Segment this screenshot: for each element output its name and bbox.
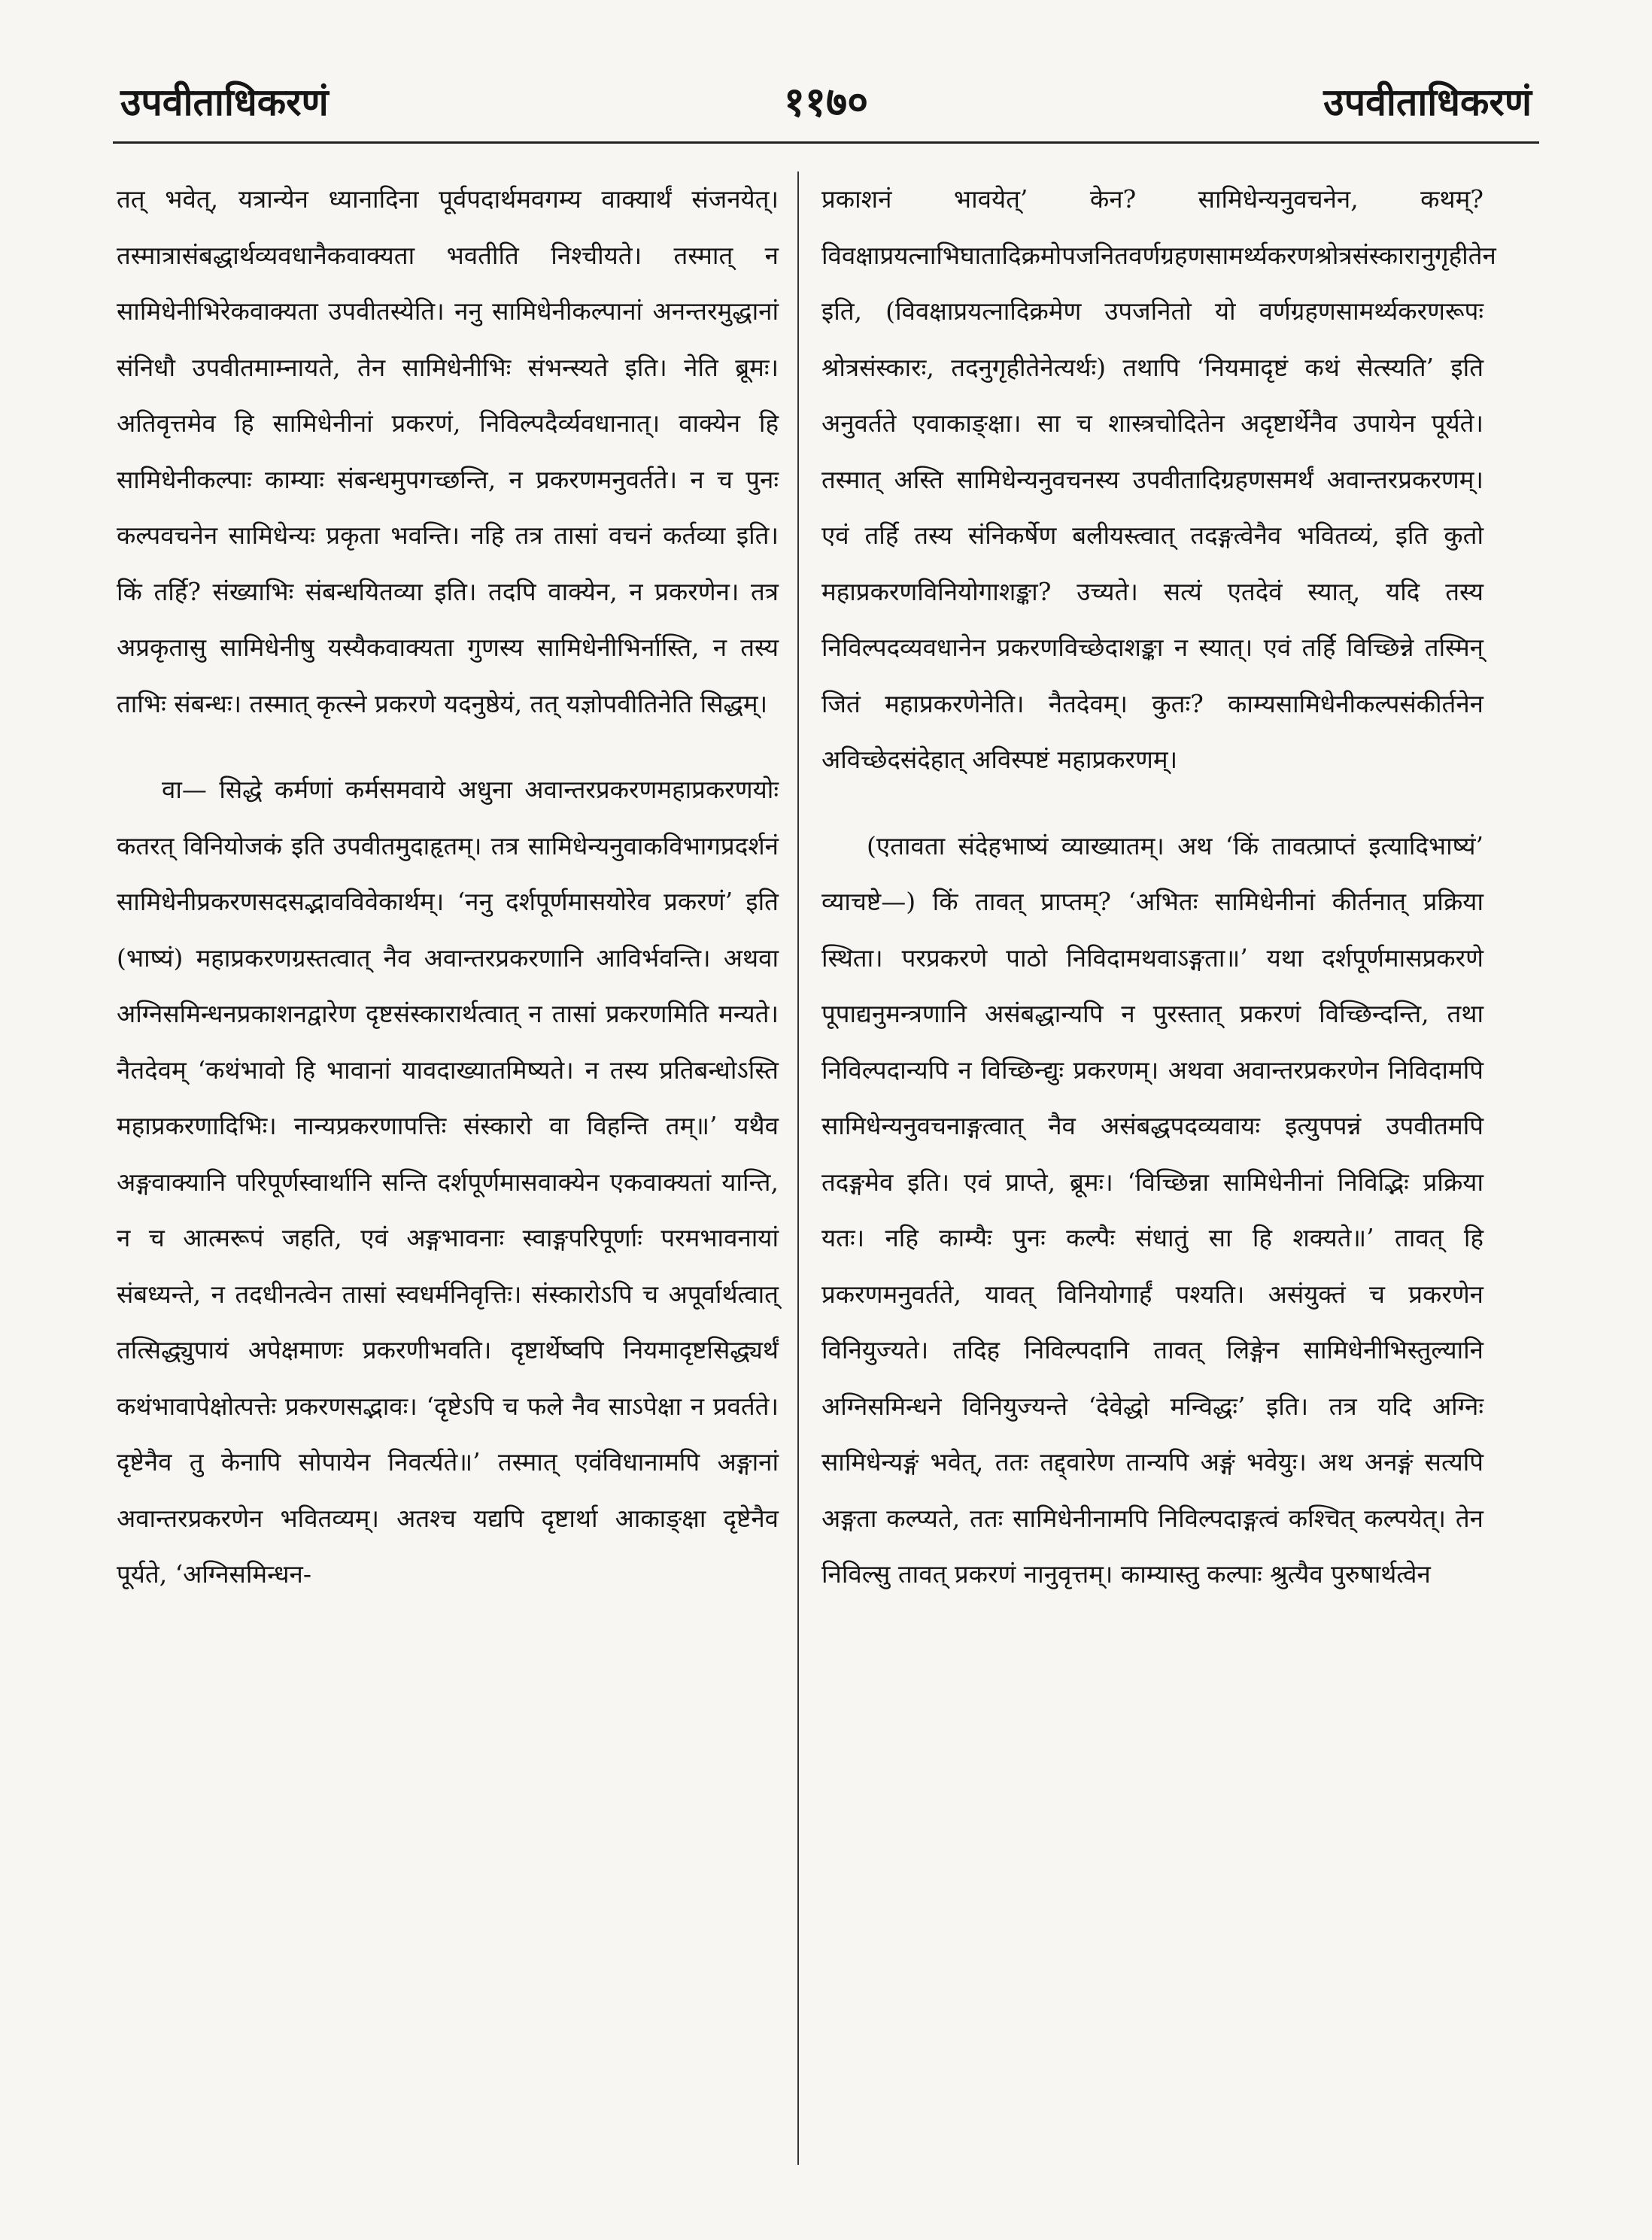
- running-title-right: उपवीताधिकरणं: [1323, 80, 1532, 124]
- right-paragraph-2: (एतावता संदेहभाष्यं व्याख्यातम्। अथ ‘किं तावत्प्राप्तं इत्यादिभाष्यं’ व्याचष्टे—) किं तावत् प्राप्तम्? ‘अभितः सामिधेनीनां कीर्तनात् प्रक्रिया स्थिता। परप्रकरणे पाठो निविदामथवाऽङ्गता॥’ यथा दर्शपूर्णमासप्रकरणे पूपाद्यनुमन्त्रणानि असंबद्धान्यपि न पुरस्तात् प्रकरणं विच्छिन्दन्ति, तथा निविल्पदान्यपि न विच्छिन्द्युः प्रकरणम्। अथवा अवान्तरप्रकरणेन निविदामपि सामिधेन्यनुवचनाङ्गत्वात् नैव असंबद्धपदव्यवायः इत्युपपन्नं उपवीतमपि तदङ्गमेव इति। एवं प्राप्ते, ब्रूमः। ‘विच्छिन्ना सामिधेनीनां निविद्भिः प्रक्रिया यतः। नहि काम्यैः पुनः कल्पैः संधातुं सा हि शक्यते॥’ तावत् हि प्रकरणमनुवर्तते, यावत् विनियोगार्हं पश्यति। असंयुक्तं च प्रकरणेन विनियुज्यते। तदिह निविल्पदानि तावत् लिङ्गेन सामिधेनीभिस्तुल्यानि अग्निसमिन्धने विनियुज्यन्ते ‘देवेद्धो मन्विद्धः’ इति। तत्र यदि अग्निः सामिधेन्यङ्गं भवेत्, ततः तद्द्वारेण तान्यपि अङ्गं भवेयुः। अथ अनङ्गं सत्यपि अङ्गता कल्प्यते, ततः सामिधेनीनामपि निविल्पदाङ्गत्वं कश्चित् कल्पयेत्। तेन निविल्सु तावत् प्रकरणं नानुवृत्तम्। काम्यास्तु कल्पाः श्रुत्यैव पुरुषार्थत्वेन: [821, 830, 1483, 1589]
- left-paragraph-2: वा— सिद्धे कर्मणां कर्मसमवाये अधुना अवान्तरप्रकरणमहाप्रकरणयोः कतरत् विनियोजकं इति उपवीतमुदाहृतम्। तत्र सामिधेन्यनुवाकविभागप्रदर्शनं सामिधेनीप्रकरणसदसद्भावविवेकार्थम्। ‘ननु दर्शपूर्णमासयोरेव प्रकरणं’ इति (भाष्यं) महाप्रकरणग्रस्तत्वात् नैव अवान्तरप्रकरणानि आविर्भवन्ति। अथवा अग्निसमिन्धनप्रकाशनद्वारेण दृष्टसंस्कारार्थत्वात् न तासां प्रकरणमिति मन्यते। नैतदेवम् ‘कथंभावो हि भावानां यावदाख्यातमिष्यते। न तस्य प्रतिबन्धोऽस्ति महाप्रकरणादिभिः। नान्यप्रकरणापत्तिः संस्कारो वा विहन्ति तम्॥’ यथैव अङ्गवाक्यानि परिपूर्णस्वार्थानि सन्ति दर्शपूर्णमासवाक्येन एकवाक्यतां यान्ति, न च आत्मरूपं जहति, एवं अङ्गभावनाः स्वाङ्गपरिपूर्णाः परमभावनायां संबध्यन्ते, न तदधीनत्वेन तासां स्वधर्मनिवृत्तिः। संस्कारोऽपि च अपूर्वार्थत्वात् तत्सिद्ध्युपायं अपेक्षमाणः प्रकरणीभवति। दृष्टार्थेष्वपि नियमादृष्टसिद्ध्यर्थं कथंभावापेक्षोत्पत्तेः प्रकरणसद्भावः। ‘दृष्टेऽपि च फले नैव साऽपेक्षा न प्रवर्तते। दृष्टेनैव तु केनापि सोपायेन निवर्त्यते॥’ तस्मात् एवंविधानामपि अङ्गानां अवान्तरप्रकरणेन भवितव्यम्। अतश्च यद्यपि दृष्टार्था आकाङ्क्षा दृष्टेनैव पूर्यते, ‘अग्निसमिन्धन-: [117, 775, 779, 1589]
- header-rule: [113, 141, 1539, 144]
- column-divider: [797, 171, 799, 2165]
- left-paragraph-1: तत् भवेत्, यत्रान्येन ध्यानादिना पूर्वपदार्थमवगम्य वाक्यार्थं संजनयेत्। तस्मात्रासंबद्धार्थव्यवधानैकवाक्यता भवतीति निश्चीयते। तस्मात् न सामिधेनीभिरेकवाक्यता उपवीतस्येति। ननु सामिधेनीकल्पानां अनन्तरमुद्धानां संनिधौ उपवीतमाम्नायते, तेन सामिधेनीभिः संभन्स्यते इति। नेति ब्रूमः। अतिवृत्तमेव हि सामिधेनीनां प्रकरणं, निविल्पदैर्व्यवधानात्। वाक्येन हि सामिधेनीकल्पाः काम्याः संबन्धमुपगच्छन्ति, न प्रकरणमनुवर्तते। न च पुनः कल्पवचनेन सामिधेन्यः प्रकृता भवन्ति। नहि तत्र तासां वचनं कर्तव्या इति। किं तर्हि? संख्याभिः संबन्धयितव्या इति। तदपि वाक्येन, न प्रकरणेन। तत्र अप्रकृतासु सामिधेनीषु यस्यैकवाक्यता गुणस्य सामिधेनीभिर्नास्ति, न तस्य ताभिः संबन्धः। तस्मात् कृत्स्ने प्रकरणे यदनुष्ठेयं, तत् यज्ञोपवीतिनेति सिद्धम्।: [117, 184, 779, 718]
- running-title-left: उपवीताधिकरणं: [120, 80, 329, 124]
- page-number: ११७०: [783, 77, 869, 126]
- page-header: [113, 69, 1539, 129]
- right-column: [821, 171, 1496, 1603]
- right-paragraph-1: प्रकाशनं भावयेत्’ केन? सामिधेन्यनुवचनेन, कथम्? विवक्षाप्रयत्नाभिघातादिक्रमोपजनितवर्णग्रहणसामर्थ्यकरणश्रोत्रसंस्कारानुगृहीतेन इति, (विवक्षाप्रयत्नादिक्रमेण उपजनितो यो वर्णग्रहणसामर्थ्यकरणरूपः श्रोत्रसंस्कारः, तदनुगृहीतेनेत्यर्थः) तथापि ‘नियमादृष्टं कथं सेत्स्यति’ इति अनुवर्तते एवाकाङ्क्षा। सा च शास्त्रचोदितेन अदृष्टार्थेनैव उपायेन पूर्यते। तस्मात् अस्ति सामिधेन्यनुवचनस्य उपवीतादिग्रहणसमर्थं अवान्तरप्रकरणम्। एवं तर्हि तस्य संनिकर्षेण बलीयस्त्वात् तदङ्गत्वेनैव भवितव्यं, इति कुतो महाप्रकरणविनियोगाशङ्का? उच्यते। सत्यं एतदेवं स्यात्, यदि तस्य निविल्पदव्यवधानेन प्रकरणविच्छेदाशङ्का न स्यात्। एवं तर्हि विच्छिन्ने तस्मिन् जितं महाप्रकरणेनेति। नैतदेवम्। कुतः? काम्यसामिधेनीकल्पसंकीर्तनेन अविच्छेदसंदेहात् अविस्पष्टं महाप्रकरणम्।: [821, 184, 1496, 774]
- left-column: [117, 171, 779, 1603]
